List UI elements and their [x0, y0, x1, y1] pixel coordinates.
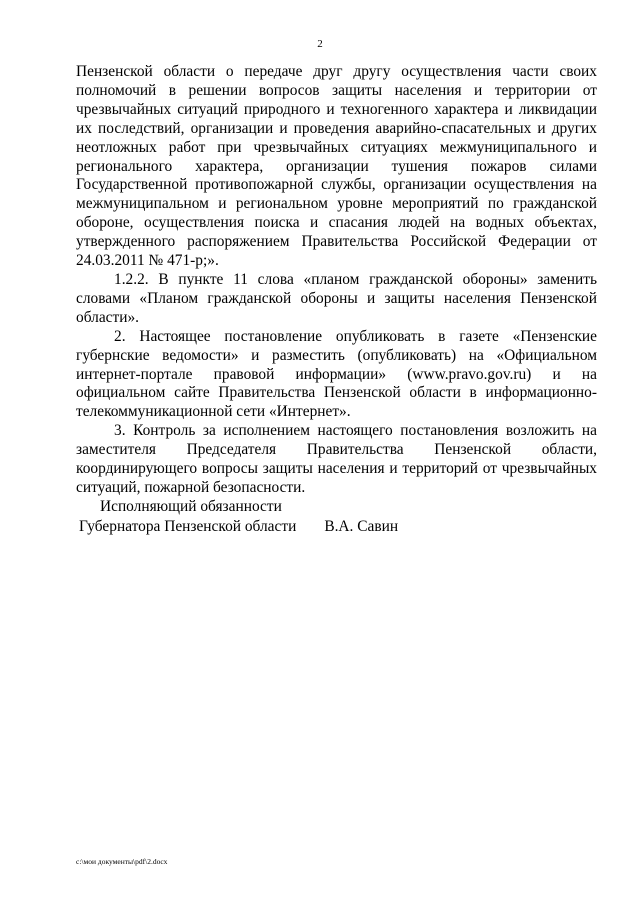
signatory-role-text: Губернатора Пензенской области	[79, 518, 297, 535]
page-number: 2	[317, 38, 323, 50]
paragraph-2: 2. Настоящее постановление опубликовать в газете «Пензенские губернские ведомости» и разместить (опубликовать) на «Официальном интернет-портале правовой информации» (www.pravo.gov.ru) и на официальном сайте Правительства Пензенской области в информационно-телекоммуникационной сети «Интернет».	[76, 327, 597, 421]
signatory-role-line-1: Исполняющий обязанности	[100, 498, 282, 515]
document-body	[76, 63, 597, 498]
signatory-role-line-2	[76, 517, 597, 537]
paragraph-1-2-2: 1.2.2. В пункте 11 слова «планом гражданской обороны» заменить словами «Планом гражданской обороны и защиты населения Пензенской области».	[76, 270, 597, 326]
paragraph-continuation: Пензенской области о передаче друг другу осуществления части своих полномочий в решении вопросов защиты населения и территории от чрезвычайных ситуаций природного и техногенного характера и ликвидации их последствий, организации и проведения аварийно-спасательных и других неотложных работ при чрезвычайных ситуациях межмуниципального и регионального характера, организации тушения пожаров силами Государственной противопожарной службы, организации осуществления на межмуниципальном и региональном уровне мероприятий по гражданской обороне, осуществления поиска и спасания людей на водных объектах, утвержденного распоряжением Правительства Российской Федерации от 24.03.2011 № 471-р;».	[76, 63, 597, 270]
paragraph-3: 3. Контроль за исполнением настоящего постановления возложить на заместителя Председателя Правительства Пензенской области, координирующего вопросы защиты населения и территорий от чрезвычайных ситуаций, пожарной безопасности.	[76, 422, 597, 496]
signature-block	[76, 497, 597, 537]
signatory-name: В.А. Савин	[324, 518, 399, 535]
footer-file-path: c:\мои документы\pdf\2.docx	[76, 857, 168, 866]
